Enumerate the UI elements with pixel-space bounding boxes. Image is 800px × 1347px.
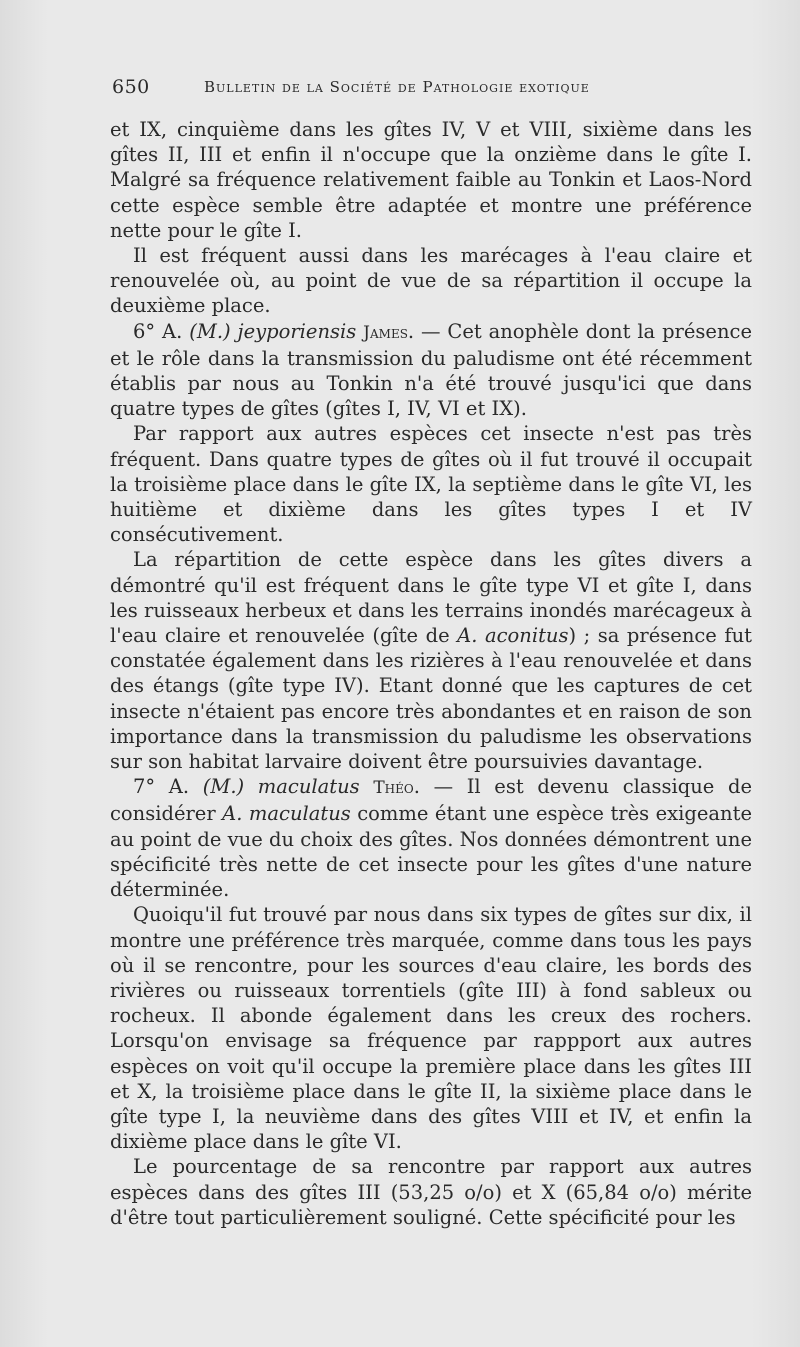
- species-name: A. aconitus: [457, 624, 569, 648]
- paragraph-text: comme étant une espèce très exigeante au point de vue du choix des gîtes. Nos données démontrent une spécificité très nette de cet insecte pour les gîtes d'une nature déterminée.: [110, 802, 752, 902]
- paragraph: et IX, cinquième dans les gîtes IV, V et VIII, sixième dans les gîtes II, III et enfin il n'occupe que la onzième dans le gîte I. Malgré sa fréquence relativement faible au Tonkin et Laos-Nord cette espèce semble être adaptée et montre une préférence nette pour le gîte I.: [110, 118, 752, 242]
- paragraph: Il est fréquent aussi dans les marécages à l'eau claire et renouvelée où, au point de vue de sa répartition il occupe la deuxième place.: [110, 244, 752, 318]
- species-number: 6° A.: [133, 319, 190, 343]
- paragraph: Par rapport aux autres espèces cet insecte n'est pas très fréquent. Dans quatre types de gîtes où il fut trouvé il occupait la troisième place dans le gîte IX, la septième dans le gîte VI, les huitième et dixième dans les gîtes types I et IV consécutivement.: [110, 422, 752, 547]
- paragraph-species-6: [110, 319, 752, 422]
- paragraph-text: . — Cet anophèle dont la présence et le rôle dans la transmission du paludisme ont été récemment établis par nous au Tonkin n'a été trouvé jusqu'ici que dans quatre types de gîtes (gîtes I, IV, VI et IX).: [110, 319, 752, 421]
- species-number: 7° A.: [133, 775, 203, 799]
- paragraph-text: La répartition de cette espèce dans les gîtes divers a démontré qu'il est fréquent dans le gîte type VI et gîte I, dans les ruisseaux herbeux et dans les terrains inondés marécageux à l'eau claire et renouvelée (gîte de: [110, 548, 752, 648]
- running-title: Bulletin de la Société de Pathologie exotique: [204, 78, 590, 96]
- species-name: (M.) maculatus: [202, 775, 360, 799]
- paragraph-text: ) ; sa présence fut constatée également dans les rizières à l'eau renouvelée et dans des étangs (gîte type IV). Etant donné que les captures de cet insecte n'étaient pas encore très abondantes et en raison de son importance dans la transmission du paludisme les observations sur son habitat larvaire doivent être poursuivies davantage.: [110, 624, 752, 774]
- species-author: James: [363, 322, 408, 343]
- species-name: (M.) jeyporiensis: [189, 319, 357, 343]
- paragraph-species-7: [110, 774, 752, 902]
- species-name: A. maculatus: [222, 802, 351, 826]
- species-author: Théo: [373, 778, 414, 799]
- paragraph-text: . — Il est devenu classique de considérer: [110, 775, 752, 826]
- article-body: [110, 117, 752, 1230]
- page-number: 650: [112, 76, 150, 98]
- paragraph: Le pourcentage de sa rencontre par rapport aux autres espèces dans des gîtes III (53,25 o/o) et X (65,84 o/o) mérite d'être tout particulièrement souligné. Cette spécificité pour les: [110, 1155, 752, 1229]
- paragraph: [110, 547, 752, 774]
- paragraph: Quoiqu'il fut trouvé par nous dans six types de gîtes sur dix, il montre une préférence très marquée, comme dans tous les pays où il se rencontre, pour les sources d'eau claire, les bords des rivières ou ruisseaux torrentiels (gîte III) à fond sableux ou rocheux. Il abonde également dans les creux des rochers. Lorsqu'on envisage sa fréquence par rappport aux autres espèces on voit qu'il occupe la première place dans les gîtes III et X, la troisième place dans le gîte II, la sixième place dans le gîte type I, la neuvième dans des gîtes VIII et IV, et enfin la dixième place dans le gîte VI.: [110, 903, 752, 1154]
- page-header: [112, 76, 750, 102]
